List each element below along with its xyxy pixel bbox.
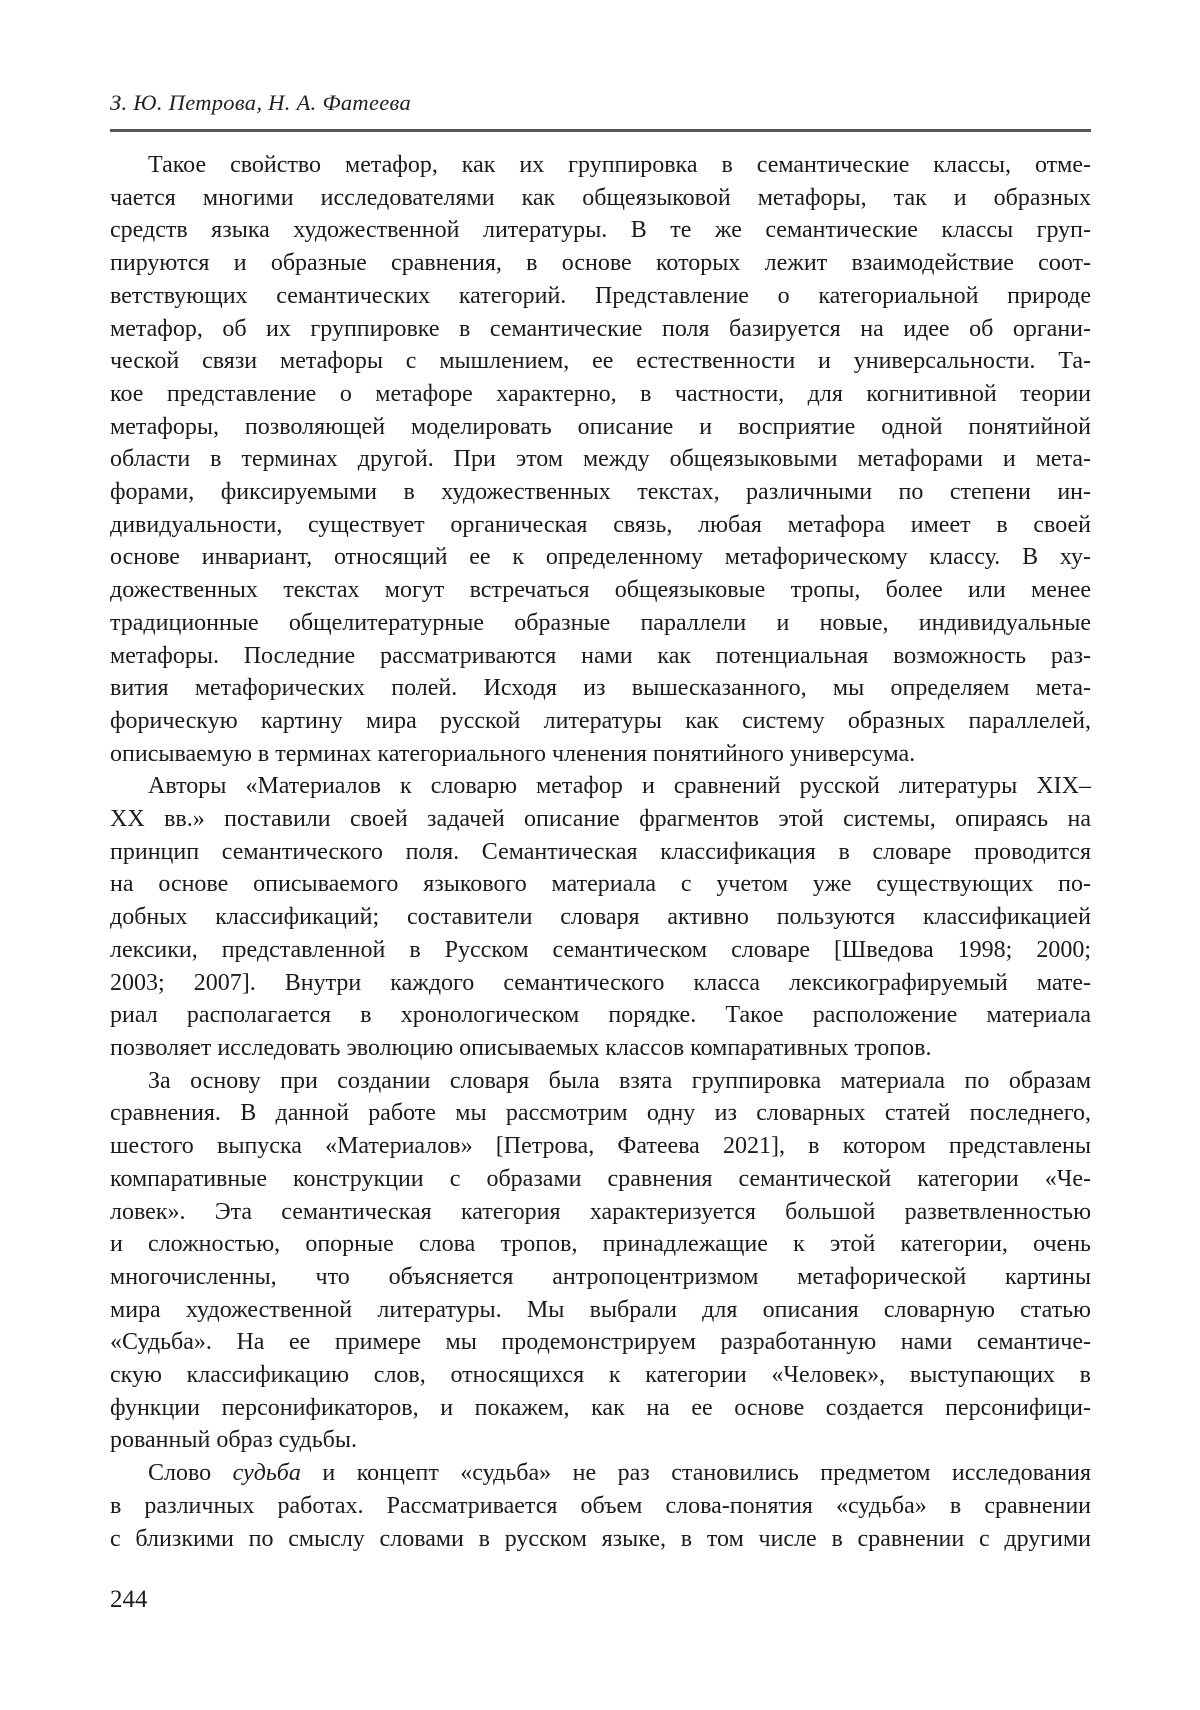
- text-line: дивидуальности, существует органическая связь, любая метафора имеет в своей: [110, 511, 1091, 538]
- paragraph: [110, 149, 1091, 770]
- text-line: метафоры. Последние рассматриваются нами как потенциальная возможность раз-: [110, 642, 1091, 669]
- body-text: [110, 149, 1091, 1555]
- text-line: кое представление о метафоре характерно, в частности, для когнитивной теории: [110, 380, 1091, 407]
- text-line: форами, фиксируемыми в художественных текстах, различными по степени ин-: [110, 479, 1091, 506]
- text-line: средств языка художественной литературы. В те же семантические классы груп-: [110, 217, 1091, 244]
- text-line: скую классификацию слов, относящихся к категории «Человек», выступающих в: [110, 1362, 1091, 1389]
- header-rule: [110, 129, 1091, 132]
- text-line: «Судьба». На ее примере мы продемонстрируем разработанную нами семантиче-: [110, 1329, 1091, 1356]
- text-line: ветствующих семантических категорий. Представление о категориальной природе: [110, 282, 1091, 309]
- text-line: добных классификаций; составители словаря активно пользуются классификацией: [110, 904, 1091, 931]
- page-number: 244: [110, 1586, 148, 1613]
- text-line: 2003; 2007]. Внутри каждого семантического класса лексикографируемый мате-: [110, 969, 1091, 996]
- text-line: и сложностью, опорные слова тропов, принадлежащие к этой категории, очень: [110, 1231, 1091, 1258]
- text-line: Такое свойство метафор, как их группировка в семантические классы, отме-: [148, 152, 1091, 178]
- text-line: сравнения. В данной работе мы рассмотрим одну из словарных статей последнего,: [110, 1100, 1091, 1127]
- text-line: рованный образ судьбы.: [110, 1427, 357, 1454]
- text-line: принцип семантического поля. Семантическая классификация в словаре проводится: [110, 838, 1091, 865]
- text-line: шестого выпуска «Материалов» [Петрова, Фатеева 2021], в котором представлены: [110, 1133, 1091, 1160]
- text-line: пируются и образные сравнения, в основе которых лежит взаимодействие соот-: [110, 250, 1091, 277]
- text-line: позволяет исследовать эволюцию описываемых классов компаративных тропов.: [110, 1034, 932, 1061]
- text-line: Слово судьба и концепт «судьба» не раз становились предметом исследования: [148, 1460, 1091, 1487]
- text-line: дожественных текстах могут встречаться общеязыковые тропы, более или менее: [110, 577, 1091, 604]
- paragraph: [110, 1065, 1091, 1457]
- text-line: в различных работах. Рассматривается объем слова-понятия «судьба» в сравнении: [110, 1492, 1091, 1519]
- text-line: на основе описываемого языкового материала с учетом уже существующих по-: [110, 871, 1091, 898]
- text-line: описываемую в терминах категориального членения понятийного универсума.: [110, 740, 916, 767]
- text-line: многочисленны, что объясняется антропоцентризмом метафорической картины: [110, 1263, 1091, 1290]
- text-line: лексики, представленной в Русском семантическом словаре [Шведова 1998; 2000;: [110, 936, 1091, 963]
- text-line: традиционные общелитературные образные параллели и новые, индивидуальные: [110, 609, 1091, 636]
- running-header: З. Ю. Петрова, Н. А. Фатеева: [110, 90, 411, 115]
- text-line: форическую картину мира русской литературы как систему образных параллелей,: [110, 707, 1091, 734]
- text-line: мира художественной литературы. Мы выбрали для описания словарную статью: [110, 1296, 1091, 1323]
- text-line: вития метафорических полей. Исходя из вышесказанного, мы определяем мета-: [110, 675, 1091, 702]
- paragraph: [110, 1457, 1091, 1555]
- text-line: XX вв.» поставили своей задачей описание фрагментов этой системы, опираясь на: [110, 806, 1091, 833]
- text-line: чается многими исследователями как общеязыковой метафоры, так и образных: [110, 184, 1091, 211]
- text-line: За основу при создании словаря была взята группировка материала по образам: [148, 1067, 1091, 1094]
- text-line: с близкими по смыслу словами в русском языке, в том числе в сравнении с другими: [110, 1525, 1091, 1552]
- text-line: Авторы «Материалов к словарю метафор и сравнений русской литературы XIX–: [148, 773, 1091, 800]
- text-line: метафор, об их группировке в семантические поля базируется на идее об органи-: [110, 315, 1091, 342]
- text-line: области в терминах другой. При этом между общеязыковыми метафорами и мета-: [110, 446, 1091, 473]
- text-line: ческой связи метафоры с мышлением, ее естественности и универсальности. Та-: [110, 348, 1091, 375]
- text-line: ловек». Эта семантическая категория характеризуется большой разветвленностью: [110, 1198, 1091, 1225]
- text-line: основе инвариант, относящий ее к определенному метафорическому классу. В ху-: [110, 544, 1091, 571]
- text-line: функции персонификаторов, и покажем, как на ее основе создается персонифици-: [110, 1394, 1091, 1421]
- text-line: метафоры, позволяющей моделировать описание и восприятие одной понятийной: [110, 413, 1091, 440]
- text-line: компаративные конструкции с образами сравнения семантической категории «Че-: [110, 1165, 1091, 1192]
- text-line: риал располагается в хронологическом порядке. Такое расположение материала: [110, 1002, 1091, 1029]
- paragraph: [110, 770, 1091, 1064]
